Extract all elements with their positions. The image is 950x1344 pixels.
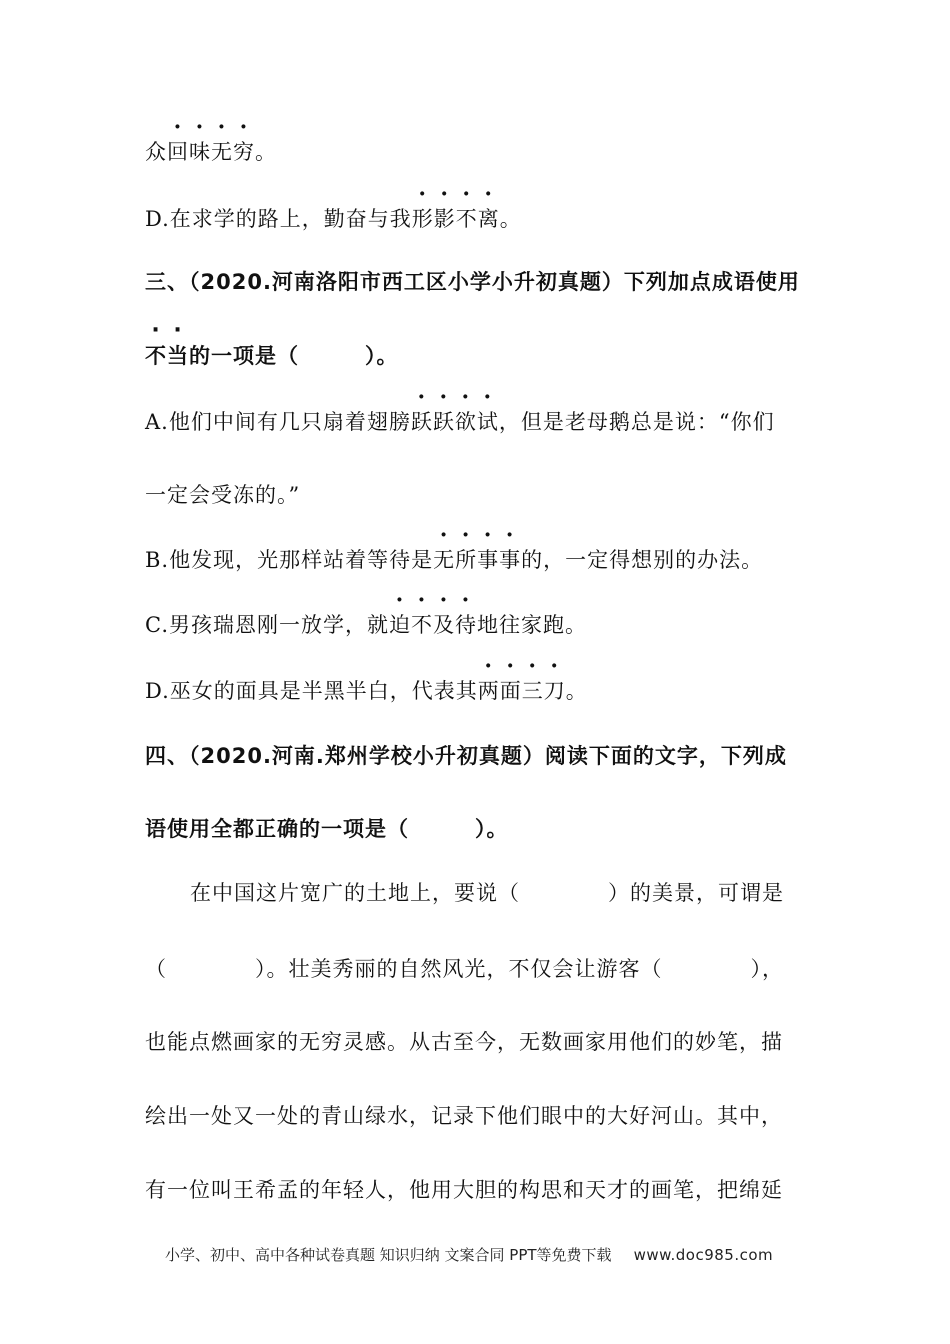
- dotted-char: 面: [499, 679, 522, 703]
- dotted-char: 不: [411, 613, 433, 637]
- dotted-char: 不: [455, 207, 478, 231]
- passage-line-4: 绘出一处又一处的青山绿水，记录下他们眼中的大好河山。其中，: [145, 1104, 783, 1128]
- passage-line-5: 有一位叫王希孟的年轻人，他用大胆的构思和天才的画笔，把绵延: [145, 1178, 783, 1202]
- q3-option-a-line2: 一定会受冻的。”: [145, 483, 301, 507]
- q4-stem-line2: 语使用全都正确的一项是（ ）。: [145, 817, 509, 841]
- passage-line-1: 在中国这片宽广的土地上，要说（ ）的美景，可谓是: [190, 881, 784, 905]
- page-footer: [165, 1244, 773, 1265]
- prev-option-d: D.在求学的路上，勤奋与我形影不离。: [145, 203, 522, 233]
- footer-text: 小学、初中、高中各种试卷真题 知识归纳 文案合同 PPT等免费下载: [165, 1246, 612, 1264]
- dotted-char: 两: [477, 679, 500, 703]
- dotted-char: 迫: [389, 613, 411, 637]
- dotted-char: 欲: [454, 410, 477, 434]
- dotted-char: 跃: [432, 410, 455, 434]
- dotted-char: 形: [411, 207, 434, 231]
- dotted-char: 回: [167, 140, 189, 164]
- dotted-char: 当: [167, 344, 189, 368]
- dotted-char: 穷: [233, 140, 255, 164]
- dotted-char: 不: [145, 344, 167, 368]
- dotted-char: 无: [433, 548, 456, 572]
- dotted-char: 三: [521, 679, 544, 703]
- dotted-char: 刀: [543, 679, 566, 703]
- dotted-char: 事: [499, 548, 522, 572]
- prev-option-c-tail: 众回味无穷。: [145, 136, 277, 166]
- dotted-char: 所: [455, 548, 478, 572]
- q3-option-c: C.男孩瑞恩刚一放学，就迫不及待地往家跑。: [145, 609, 587, 639]
- q3-option-a: A.他们中间有几只扇着翅膀跃跃欲试，但是老母鹅总是说：“你们: [145, 406, 775, 436]
- q3-stem-line2: 不当的一项是（ ）。: [145, 340, 399, 370]
- footer-url[interactable]: www.doc985.com: [633, 1246, 774, 1264]
- q3-stem-line1: 三、（2020.河南洛阳市西工区小学小升初真题）下列加点成语使用: [145, 270, 800, 294]
- dotted-char: 味: [189, 140, 211, 164]
- passage-line-3: 也能点燃画家的无穷灵感。从古至今，无数画家用他们的妙笔，描: [145, 1030, 783, 1054]
- dotted-char: 离: [477, 207, 500, 231]
- dotted-char: 及: [433, 613, 455, 637]
- dotted-char: 事: [477, 548, 500, 572]
- dotted-char: 无: [211, 140, 233, 164]
- q3-option-d: D.巫女的面具是半黑半白，代表其两面三刀。: [145, 675, 588, 705]
- q4-stem-line1: 四、（2020.河南.郑州学校小升初真题）阅读下面的文字，下列成: [145, 744, 787, 768]
- dotted-char: 待: [455, 613, 477, 637]
- dotted-char: 影: [433, 207, 456, 231]
- q3-option-b: B.他发现，光那样站着等待是无所事事的，一定得想别的办法。: [145, 544, 763, 574]
- passage-line-2: （ ）。壮美秀丽的自然风光，不仅会让游客（ ），: [145, 957, 784, 981]
- dotted-char: 试: [476, 410, 499, 434]
- dotted-char: 跃: [410, 410, 433, 434]
